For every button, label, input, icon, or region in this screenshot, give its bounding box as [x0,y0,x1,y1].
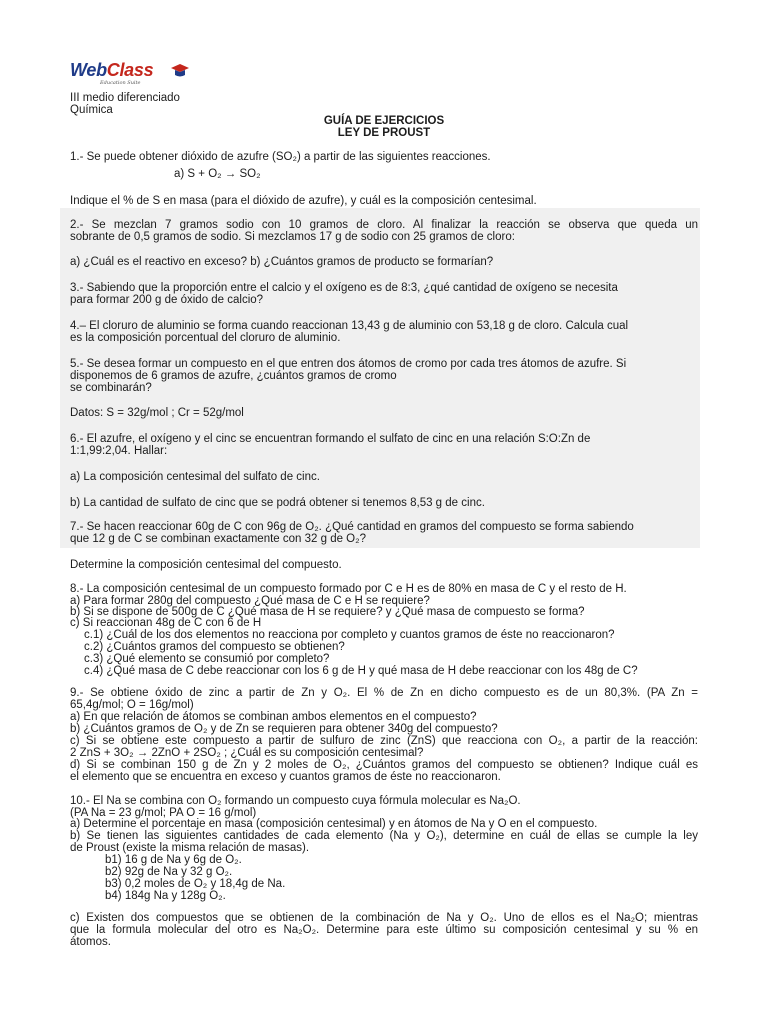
course-subject: Química [70,104,113,116]
text-line-q7d: Determine la composición centesimal del compuesto. [70,559,342,571]
text-line-q5d: Datos: S = 32g/mol ; Cr = 52g/mol [70,407,244,419]
text-line-q9b: b) ¿Cuántos gramos de O₂ y de Zn se requieren para obtener 340g del compuesto? [70,723,498,735]
text-line-q9l2: 65,4g/mol; O = 16g/mol) [70,699,194,711]
text-line-q8b: b) Si se dispone de 500g de C ¿Qué masa de H se requiere? y ¿Qué masa de compuesto se forma? [70,606,585,618]
text-line-q3l1: 3.- Sabiendo que la proporción entre el calcio y el oxígeno es de 8:3, ¿qué cantidad de oxígeno se necesita [70,282,618,294]
course-level: III medio diferenciado [70,92,180,104]
text-line-q8c: c) Si reaccionan 48g de C con 6 de H [70,617,262,629]
text-line-q10b_2: b2) 92g de Na y 32 g O₂. [105,866,233,878]
text-line-q10b1: b) Se tienen las siguientes cantidades de cada elemento (Na y O₂), determine en cuál de ellas se cumple la ley [70,830,698,842]
webclass-logo [70,58,190,92]
text-line-q8l1: 8.- La composición centesimal de un compuesto formado por C e H es de 80% en masa de C y el resto de H. [70,583,627,595]
text-line-q9c2: 2 ZnS + 3O₂ → 2ZnO + 2SO₂ ; ¿Cuál es su composición centesimal? [70,747,424,759]
text-line-q8a: a) Para formar 280g del compuesto ¿Qué masa de C e H se requiere? [70,595,430,607]
text-line-q9d1: d) Si se combinan 150 g de Zn y 2 moles de O₂, ¿Cuántos gramos del compuesto se obtienen? Indique cuál es [70,759,698,771]
logo-wordmark: WebClass [70,60,154,80]
text-line-q5l1: 5.- Se desea formar un compuesto en el que entren dos átomos de cromo por cada tres átomos de azufre. Si [70,358,627,370]
text-line-q10c3: átomos. [70,936,111,948]
text-line-q10a: a) Determine el porcentaje en masa (composición centesimal) y en átomos de Na y O en el compuesto. [70,818,598,830]
text-line-q8c1: c.1) ¿Cuál de los dos elementos no reacciona por completo y cuantos gramos de éste no reaccionaron? [84,629,615,641]
text-line-q10b_4: b4) 184g Na y 128g O₂. [105,890,226,902]
text-line-q7l2: que 12 g de C se combinan exactamente con 32 g de O₂? [70,533,366,545]
text-line-q6l1: 6.- El azufre, el oxígeno y el cinc se encuentran formando el sulfato de cinc en una relación S:O:Zn de [70,433,591,445]
logo-tagline: Education Suite [100,80,141,86]
text-line-q9a: a) En que relación de átomos se combinan ambos elementos en el compuesto? [70,711,477,723]
text-line-q10c2: que la formula molecular del otro es Na₂O₂. Determine para este último su composición centesimal y su % en [70,924,698,936]
text-line-q10b_1: b1) 16 g de Na y 6g de O₂. [105,854,242,866]
text-line-q10l2: (PA Na = 23 g/mol; PA O = 16 g/mol) [70,807,257,819]
text-line-q3l2: para formar 200 g de óxido de calcio? [70,294,264,306]
text-line-q9l1: 9.- Se obtiene óxido de zinc a partir de Zn y O₂. El % de Zn en dicho compuesto es de un 80,3%. (PA Zn = [70,687,698,699]
text-line-q6b: b) La cantidad de sulfato de cinc que se podrá obtener si tenemos 8,53 g de cinc. [70,497,485,509]
text-line-q6l2: 1:1,99:2,04. Hallar: [70,445,168,457]
text-line-q9c1: c) Si se obtiene este compuesto a partir de sulfuro de zinc (ZnS) que reacciona con O₂, a partir de la reacción: [70,735,698,747]
text-line-q9d2: el elemento que se encuentra en exceso y cuantos gramos de éste no reaccionaron. [70,771,501,783]
text-line-q6a: a) La composición centesimal del sulfato de cinc. [70,471,320,483]
text-line-q2l1: 2.- Se mezclan 7 gramos sodio con 10 gramos de cloro. Al finalizar la reacción se observa que queda un [70,219,698,231]
graduation-cap-icon [170,63,190,81]
text-line-q1: 1.- Se puede obtener dióxido de azufre (SO₂) a partir de las siguientes reacciones. [70,151,491,163]
text-line-q8c3: c.3) ¿Qué elemento se consumió por completo? [84,653,330,665]
text-line-q10l1: 10.- El Na se combina con O₂ formando un compuesto cuya fórmula molecular es Na₂O. [70,795,521,807]
text-line-q10c1: c) Existen dos compuestos que se obtienen de la combinación de Na y O₂. Uno de ellos es el Na₂O; mientras [70,912,698,924]
text-line-q8c4: c.4) ¿Qué masa de C debe reaccionar con los 6 g de H y qué masa de H debe reaccionar con los 48g de C? [84,665,638,677]
text-line-q10b_3: b3) 0,2 moles de O₂ y 18,4g de Na. [105,878,286,890]
text-line-q2ab: a) ¿Cuál es el reactivo en exceso? b) ¿Cuántos gramos de producto se formarían? [70,256,494,268]
document-title: GUÍA DE EJERCICIOS [323,115,445,127]
text-line-q10b2: de Proust (existe la misma relación de masas). [70,842,310,854]
text-line-q4l1: 4.– El cloruro de aluminio se forma cuando reaccionan 13,43 g de aluminio con 53,18 g de cloro. Calcula cual [70,320,629,332]
text-line-q4l2: es la composición porcentual del cloruro de aluminio. [70,332,341,344]
text-line-q2l2: sobrante de 0,5 gramos de sodio. Si mezclamos 17 g de sodio con 25 gramos de cloro: [70,231,515,243]
text-line-q5l2: disponemos de 6 gramos de azufre, ¿cuántos gramos de cromo [70,370,397,382]
text-line-q1b: Indique el % de S en masa (para el dióxido de azufre), y cuál es la composición centesimal. [70,195,537,207]
text-line-q1a: a) S + O₂ → SO₂ [174,168,261,180]
text-line-q7l1: 7.- Se hacen reaccionar 60g de C con 96g de O₂. ¿Qué cantidad en gramos del compuesto se forma sabiendo [70,521,634,533]
text-line-q8c2: c.2) ¿Cuántos gramos del compuesto se obtienen? [84,641,345,653]
text-line-q5l3: se combinarán? [70,382,152,394]
document-subtitle: LEY DE PROUST [337,127,431,139]
